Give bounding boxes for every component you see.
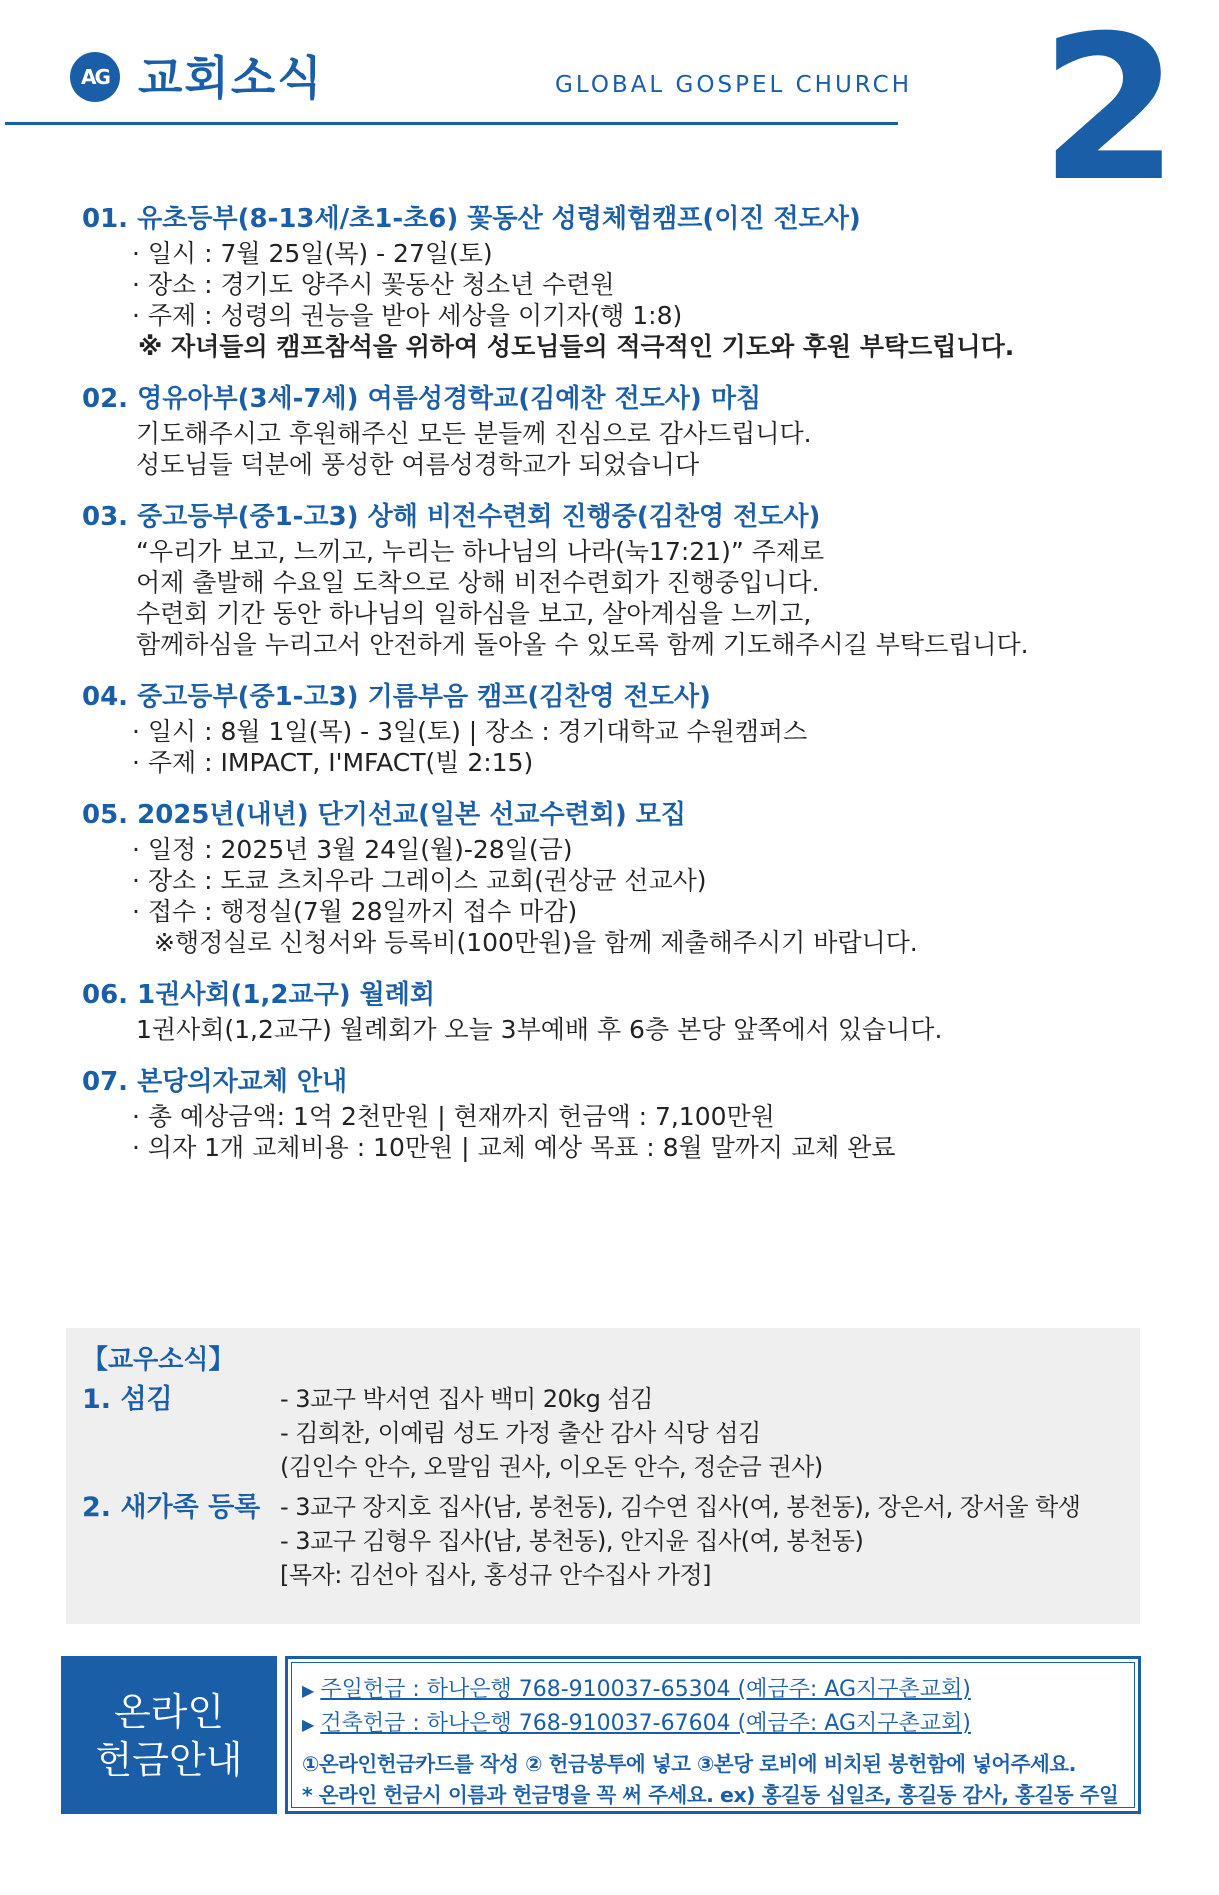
news-item-line: 어제 출발해 수요일 도착으로 상해 비전수련회가 진행중입니다. (136, 568, 820, 597)
sunday-offering-account[interactable] (302, 1673, 1124, 1707)
news-item-anointing-camp (82, 678, 1142, 778)
church-logo-icon: AG (70, 52, 120, 102)
page-title: 교회소식 (138, 51, 324, 105)
triangle-right-icon: ▶ (302, 1681, 315, 1700)
member-news-title: 【교우소식】 (82, 1345, 235, 1375)
header-divider (5, 122, 898, 125)
news-item-title: 07. 본당의자교체 안내 (82, 1067, 348, 1097)
member-news-line: - 3교구 김형우 집사(남, 봉천동), 안지윤 집사(여, 봉천동) (280, 1527, 864, 1555)
offering-instruction: ①온라인헌금카드를 작성 ② 헌금봉투에 넣고 ③본당 로비에 비치된 봉헌함에 넣어주세요. (302, 1752, 1076, 1776)
account-text: 주일헌금 : 하나은행 768-910037-65304 (예금주: AG지구촌교회) (320, 1677, 971, 1702)
news-item-vbs (82, 380, 1142, 480)
news-item-mission (82, 796, 1142, 958)
news-item-line: 성도님들 덕분에 풍성한 여름성경학교가 되었습니다 (136, 450, 700, 479)
account-text: 건축헌금 : 하나은행 768-910037-67604 (예금주: AG지구촌교회) (320, 1711, 971, 1736)
member-news-panel (66, 1328, 1140, 1624)
online-offering-label-line: 헌금안내 (95, 1738, 243, 1782)
news-item-line: 수련회 기간 동안 하나님의 일하심을 보고, 살아계심을 느끼고, (136, 599, 812, 628)
triangle-right-icon: ▶ (302, 1715, 315, 1734)
news-item-line: · 의자 1개 교체비용 : 10만원 | 교체 예상 목표 : 8월 말까지 교체 완료 (132, 1133, 896, 1162)
news-item-line: · 주제 : 성령의 권능을 받아 세상을 이기자(행 1:8) (132, 301, 683, 330)
news-item-line: · 일정 : 2025년 3월 24일(월)-28일(금) (132, 835, 573, 864)
online-offering-panel (61, 1656, 1141, 1814)
news-item-deaconess-meeting (82, 976, 1142, 1045)
member-news-line: - 3교구 박서연 집사 백미 20kg 섬김 (280, 1385, 653, 1413)
church-news-list (82, 200, 1142, 1181)
church-name: GLOBAL GOSPEL CHURCH (555, 72, 912, 98)
online-offering-info (285, 1656, 1141, 1814)
news-item-title: 02. 영유아부(3세-7세) 여름성경학교(김예찬 전도사) 마침 (82, 384, 762, 414)
news-item-camp (82, 200, 1142, 362)
news-item-title: 05. 2025년(내년) 단기선교(일본 선교수련회) 모집 (82, 800, 687, 830)
news-item-line: 함께하심을 누리고서 안전하게 돌아올 수 있도록 함께 기도해주시길 부탁드립니다. (136, 630, 1029, 659)
news-item-title: 04. 중고등부(중1-고3) 기름부음 캠프(김찬영 전도사) (82, 682, 711, 712)
member-news-line: - 3교구 장지호 집사(남, 봉천동), 김수연 집사(여, 봉천동), 장은서, 장서울 학생 (280, 1493, 1081, 1521)
member-news-line: [목자: 김선아 집사, 홍성규 안수집사 가정] (280, 1561, 712, 1589)
news-item-title: 03. 중고등부(중1-고3) 상해 비전수련회 진행중(김찬영 전도사) (82, 502, 821, 532)
member-news-label: 1. 섬김 (82, 1384, 173, 1415)
news-item-line: “우리가 보고, 느끼고, 누리는 하나님의 나라(눅17:21)” 주제로 (136, 537, 825, 566)
member-news-new-family (82, 1490, 1122, 1592)
member-news-line: - 김희찬, 이예림 성도 가정 출산 감사 식당 섬김 (280, 1419, 761, 1447)
news-item-chair-replacement (82, 1063, 1142, 1163)
member-news-service (82, 1382, 1122, 1484)
building-offering-account[interactable] (302, 1707, 1124, 1741)
news-item-line: · 일시 : 7월 25일(목) - 27일(토) (132, 239, 493, 268)
news-item-title: 01. 유초등부(8-13세/초1-초6) 꽃동산 성령체험캠프(이진 전도사) (82, 204, 861, 234)
news-item-note: ※행정실로 신청서와 등록비(100만원)을 함께 제출해주시기 바랍니다. (154, 928, 918, 957)
news-item-line: 기도해주시고 후원해주신 모든 분들께 진심으로 감사드립니다. (136, 419, 812, 448)
online-offering-label (61, 1656, 277, 1814)
news-item-line: · 장소 : 경기도 양주시 꽃동산 청소년 수련원 (132, 270, 615, 299)
offering-instruction: * 온라인 헌금시 이름과 헌금명을 꼭 써 주세요. ex) 홍길동 십일조, 홍길동 감사, 홍길동 주일 (302, 1783, 1119, 1807)
online-offering-label-line: 온라인 (113, 1690, 225, 1734)
member-news-label: 2. 새가족 등록 (82, 1492, 261, 1523)
page-number: 2 (1040, 0, 1174, 226)
news-item-line: · 일시 : 8월 1일(목) - 3일(토) | 장소 : 경기대학교 수원캠퍼스 (132, 717, 808, 746)
news-item-retreat (82, 498, 1142, 660)
news-item-note: ※ 자녀들의 캠프참석을 위하여 성도님들의 적극적인 기도와 후원 부탁드립니다. (138, 332, 1015, 361)
news-item-line: · 총 예상금액: 1억 2천만원 | 현재까지 헌금액 : 7,100만원 (132, 1102, 775, 1131)
news-item-line: · 접수 : 행정실(7월 28일까지 접수 마감) (132, 897, 578, 926)
member-news-line: (김인수 안수, 오말임 권사, 이오돈 안수, 정순금 권사) (280, 1453, 823, 1481)
news-item-line: · 장소 : 도쿄 츠치우라 그레이스 교회(권상균 선교사) (132, 866, 707, 895)
news-item-line: · 주제 : IMPACT, I'MFACT(빌 2:15) (132, 748, 534, 777)
news-item-line: 1권사회(1,2교구) 월례회가 오늘 3부예배 후 6층 본당 앞쪽에서 있습니다. (136, 1015, 943, 1044)
news-item-title: 06. 1권사회(1,2교구) 월례회 (82, 980, 436, 1010)
